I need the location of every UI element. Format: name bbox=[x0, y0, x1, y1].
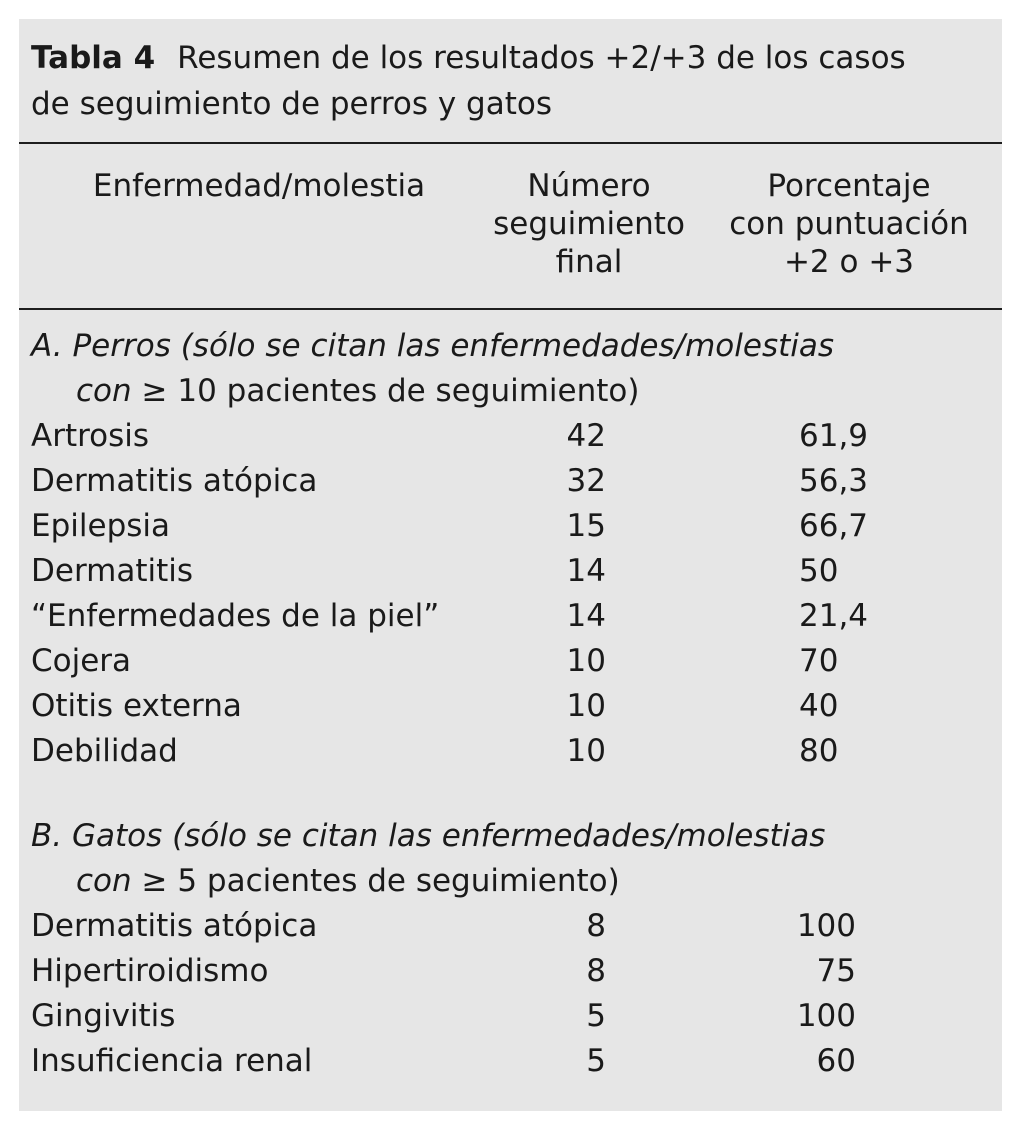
header-bottom-rule bbox=[19, 308, 1002, 310]
table-row bbox=[19, 594, 1002, 639]
row-number: 14 bbox=[566, 553, 606, 589]
row-number: 5 bbox=[586, 998, 606, 1034]
row-percentage: 80 bbox=[799, 733, 839, 769]
row-percentage: 70 bbox=[799, 643, 839, 679]
row-percentage: 56,3 bbox=[799, 463, 869, 499]
col-header-number-line2: seguimiento bbox=[493, 206, 685, 242]
row-percentage: 60 bbox=[816, 1043, 856, 1079]
table-row bbox=[19, 684, 1002, 729]
row-disease: Dermatitis atópica bbox=[31, 463, 318, 499]
row-number: 10 bbox=[566, 733, 606, 769]
table-caption bbox=[31, 35, 906, 127]
table-row bbox=[19, 639, 1002, 684]
row-disease: Debilidad bbox=[31, 733, 178, 769]
col-header-number-line1: Número bbox=[527, 168, 651, 204]
cats-group-title: B. Gatos (sólo se citan las enfermedades/molestias bbox=[31, 818, 826, 854]
row-number: 5 bbox=[586, 1043, 606, 1079]
row-number: 8 bbox=[586, 953, 606, 989]
table-row bbox=[19, 994, 1002, 1039]
row-number: 32 bbox=[566, 463, 606, 499]
header-top-rule bbox=[19, 142, 1002, 144]
row-disease: Hipertiroidismo bbox=[31, 953, 269, 989]
row-number: 10 bbox=[566, 688, 606, 724]
dogs-group-subtitle bbox=[76, 369, 639, 414]
row-percentage: 66,7 bbox=[799, 508, 869, 544]
row-disease: “Enfermedades de la piel” bbox=[31, 598, 440, 634]
row-number: 10 bbox=[566, 643, 606, 679]
col-header-number bbox=[479, 167, 699, 281]
col-header-pct-line1: Porcentaje bbox=[767, 168, 931, 204]
row-number: 14 bbox=[566, 598, 606, 634]
table-row bbox=[19, 949, 1002, 994]
col-header-number-line3: final bbox=[555, 244, 623, 280]
row-disease: Gingivitis bbox=[31, 998, 176, 1034]
row-disease: Insuficiencia renal bbox=[31, 1043, 313, 1079]
row-percentage: 61,9 bbox=[799, 418, 869, 454]
row-percentage: 50 bbox=[799, 553, 839, 589]
row-disease: Otitis externa bbox=[31, 688, 242, 724]
row-percentage: 100 bbox=[796, 998, 856, 1034]
col-header-percentage bbox=[714, 167, 984, 281]
cats-group-subtitle bbox=[76, 859, 620, 904]
caption-line2: de seguimiento de perros y gatos bbox=[31, 86, 553, 122]
row-disease: Epilepsia bbox=[31, 508, 171, 544]
cats-subtitle-italic: con bbox=[76, 863, 132, 899]
table-panel bbox=[19, 19, 1002, 1111]
table-row bbox=[19, 504, 1002, 549]
row-number: 15 bbox=[566, 508, 606, 544]
dogs-subtitle-italic: con bbox=[76, 373, 132, 409]
table-row bbox=[19, 414, 1002, 459]
table-row bbox=[19, 1039, 1002, 1084]
row-disease: Cojera bbox=[31, 643, 132, 679]
row-number: 42 bbox=[566, 418, 606, 454]
table-label: Tabla 4 bbox=[31, 40, 156, 76]
col-header-pct-line2: con puntuación bbox=[729, 206, 969, 242]
dogs-subtitle-rest: ≥ 10 pacientes de seguimiento) bbox=[141, 373, 640, 409]
table-row bbox=[19, 729, 1002, 774]
row-disease: Dermatitis atópica bbox=[31, 908, 318, 944]
table-row bbox=[19, 904, 1002, 949]
row-percentage: 21,4 bbox=[799, 598, 869, 634]
table-row bbox=[19, 459, 1002, 504]
table-row bbox=[19, 549, 1002, 594]
caption-line1: Resumen de los resultados +2/+3 de los casos bbox=[177, 40, 906, 76]
row-percentage: 40 bbox=[799, 688, 839, 724]
dogs-group-title: A. Perros (sólo se citan las enfermedades/molestias bbox=[31, 328, 835, 364]
row-disease: Artrosis bbox=[31, 418, 150, 454]
row-number: 8 bbox=[586, 908, 606, 944]
col-header-disease: Enfermedad/molestia bbox=[92, 168, 426, 204]
row-percentage: 100 bbox=[796, 908, 856, 944]
row-percentage: 75 bbox=[816, 953, 856, 989]
col-header-pct-line3: +2 o +3 bbox=[783, 244, 915, 280]
row-disease: Dermatitis bbox=[31, 553, 194, 589]
cats-subtitle-rest: ≥ 5 pacientes de seguimiento) bbox=[141, 863, 620, 899]
